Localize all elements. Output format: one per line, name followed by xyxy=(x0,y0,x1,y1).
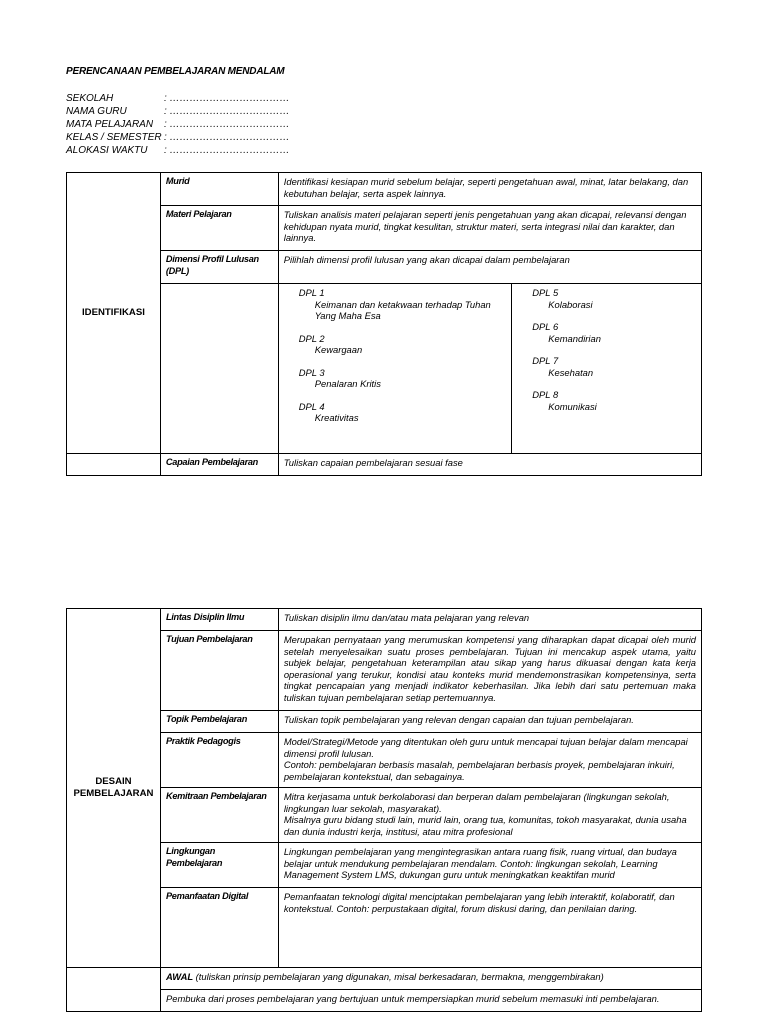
dpl-item xyxy=(532,355,697,378)
meta-row-nama-guru xyxy=(66,105,290,118)
dpl-name: Komunikasi xyxy=(548,400,597,412)
dpl-name: Keimanan dan ketakwaan terhadap Tuhan Yang Maha Esa xyxy=(314,298,491,321)
awal-label: AWAL xyxy=(165,971,194,982)
awal-blank-cell xyxy=(67,968,161,1012)
dpl-item xyxy=(299,401,508,424)
digital-label: Pemanfaatan Digital xyxy=(160,888,278,968)
meta-row-kelas-semester xyxy=(66,131,290,144)
dpl-code: DPL 1 xyxy=(298,287,325,298)
dpl-item xyxy=(299,333,508,356)
dpl-code: DPL 6 xyxy=(532,321,559,332)
kemitraan-label: Kemitraan Pembelajaran xyxy=(160,788,278,843)
meta-label: ALOKASI WAKTU xyxy=(66,145,148,156)
meta-row-mata-pelajaran xyxy=(66,118,290,131)
tujuan-label: Tujuan Pembelajaran xyxy=(160,631,278,711)
dpl-code: DPL 5 xyxy=(532,287,559,298)
lintas-desc: Tuliskan disiplin ilmu dan/atau mata pelajaran yang relevan xyxy=(278,609,701,631)
praktik-desc: Model/Strategi/Metode yang ditentukan oleh guru untuk mencapai tujuan belajar dalam mencapai dimensi profil lulusan. Contoh: pembelajaran berbasis masalah, pembelajaran berbasis proyek, pembelajaran inkuiri, pembelajaran kontekstual, dan sebagainya. xyxy=(278,733,701,788)
meta-row-sekolah xyxy=(66,92,290,105)
document-title: PERENCANAAN PEMBELAJARAN MENDALAM xyxy=(66,66,285,77)
murid-label: Murid xyxy=(160,173,278,206)
capaian-desc: Tuliskan capaian pembelajaran sesuai fase xyxy=(278,454,701,476)
dpl-name: Kemandirian xyxy=(548,332,601,344)
dpl-code: DPL 2 xyxy=(298,332,325,344)
topik-desc: Tuliskan topik pembelajaran yang relevan dengan capaian dan tujuan pembelajaran. xyxy=(278,711,701,733)
dpl-name: Kewargaan xyxy=(314,344,363,355)
meta-label: NAMA GURU xyxy=(66,106,127,117)
dpl-right-list xyxy=(512,284,702,454)
dpl-left-list xyxy=(278,284,512,454)
dpl-desc: Pilihlah dimensi profil lulusan yang akan dicapai dalam pembelajaran xyxy=(278,251,701,284)
dpl-code: DPL 8 xyxy=(532,389,559,400)
dpl-item xyxy=(532,287,697,310)
meta-value: : ……………………………… xyxy=(164,106,290,117)
materi-label: Materi Pelajaran xyxy=(160,206,278,251)
dpl-item xyxy=(299,367,508,390)
section-desain: DESAIN PEMBELAJARAN xyxy=(67,609,161,968)
dpl-code: DPL 4 xyxy=(298,400,325,412)
document-meta xyxy=(66,92,290,157)
capaian-blank-cell xyxy=(67,454,161,476)
meta-value: : ……………………………… xyxy=(164,145,290,156)
tujuan-desc: Merupakan pernyataan yang merumuskan kompetensi yang diharapkan dapat dicapai oleh murid setelah menyelesaikan suatu proses pembelajaran. Tujuan ini mencakup aspek utama, yaitu subjek belajar, pengetahuan keterampilan atau sikap yang harus dikuasai dengan kata kerja operasional yang terukur, kondisi atau konteks murid mendemonstrasikan kompetensinya, serta tingkat pencapaian yang menjadi indikator keberhasilan. Jika lebih dari satu pertemuan maka tuliskan tujuan pembelajaran setiap pertemuannya. xyxy=(278,631,701,711)
topik-label: Topik Pembelajaran xyxy=(160,711,278,733)
dpl-blank-cell xyxy=(160,284,278,454)
meta-label: MATA PELAJARAN xyxy=(66,119,154,130)
lintas-label: Lintas Disiplin Ilmu xyxy=(160,609,278,631)
meta-label: SEKOLAH xyxy=(66,93,114,104)
identifikasi-table xyxy=(66,172,702,476)
dpl-name: Penalaran Kritis xyxy=(314,378,381,389)
digital-desc: Pemanfaatan teknologi digital menciptakan pembelajaran yang lebih interaktif, kolaboratif, dan kontekstual. Contoh: perpustakaan digital, forum diskusi daring, dan penilaian daring. xyxy=(278,888,701,968)
meta-row-alokasi-waktu xyxy=(66,144,290,157)
kemitraan-desc: Mitra kerjasama untuk berkolaborasi dan berperan dalam pembelajaran (lingkungan sekolah, lingkungan luar sekolah, masyarakat). Misalnya guru bidang studi lain, murid lain, orang tua, komunitas, tokoh masyarakat, dunia usaha dan dunia industri kerja, institusi, atau mitra profesional xyxy=(278,788,701,843)
meta-value: : ……………………………… xyxy=(164,93,290,104)
capaian-label: Capaian Pembelajaran xyxy=(160,454,278,476)
dpl-name: Kesehatan xyxy=(548,366,594,378)
dpl-name: Kreativitas xyxy=(314,412,359,423)
section-identifikasi: IDENTIFIKASI xyxy=(67,173,161,454)
awal-desc: Pembuka dari proses pembelajaran yang bertujuan untuk mempersiapkan murid sebelum memasuki inti pembelajaran. xyxy=(160,990,701,1012)
praktik-label: Praktik Pedagogis xyxy=(160,733,278,788)
desain-table xyxy=(66,608,702,1012)
dpl-item xyxy=(532,389,697,412)
meta-value: : ……………………………… xyxy=(164,132,290,143)
meta-value: : ……………………………… xyxy=(164,119,290,130)
dpl-code: DPL 3 xyxy=(298,366,325,378)
meta-label: KELAS / SEMESTER xyxy=(66,132,162,143)
lingkungan-desc: Lingkungan pembelajaran yang mengintegrasikan antara ruang fisik, ruang virtual, dan budaya belajar untuk mendukung pembelajaran mendalam. Contoh: lingkungan sekolah, Learning Management System LMS, dukungan guru untuk meningkatkan keaktifan murid xyxy=(278,843,701,888)
dpl-item xyxy=(532,321,697,344)
lingkungan-label: Lingkungan Pembelajaran xyxy=(160,843,278,888)
awal-note: (tuliskan prinsip pembelajaran yang digunakan, misal berkesadaran, bermakna, menggembirakan) xyxy=(193,971,604,982)
dpl-name: Kolaborasi xyxy=(548,298,593,310)
materi-desc: Tuliskan analisis materi pelajaran seperti jenis pengetahuan yang akan dicapai, relevansi dengan kehidupan nyata murid, tingkat kesulitan, struktur materi, serta integrasi nilai dan karakter, dan lainnya. xyxy=(278,206,701,251)
awal-header xyxy=(160,968,701,990)
dpl-label: Dimensi Profil Lulusan (DPL) xyxy=(160,251,278,284)
murid-desc: Identifikasi kesiapan murid sebelum belajar, seperti pengetahuan awal, minat, latar belakang, dan kebutuhan belajar, serta aspek lainnya. xyxy=(278,173,701,206)
dpl-code: DPL 7 xyxy=(532,355,559,366)
dpl-item xyxy=(299,287,508,322)
